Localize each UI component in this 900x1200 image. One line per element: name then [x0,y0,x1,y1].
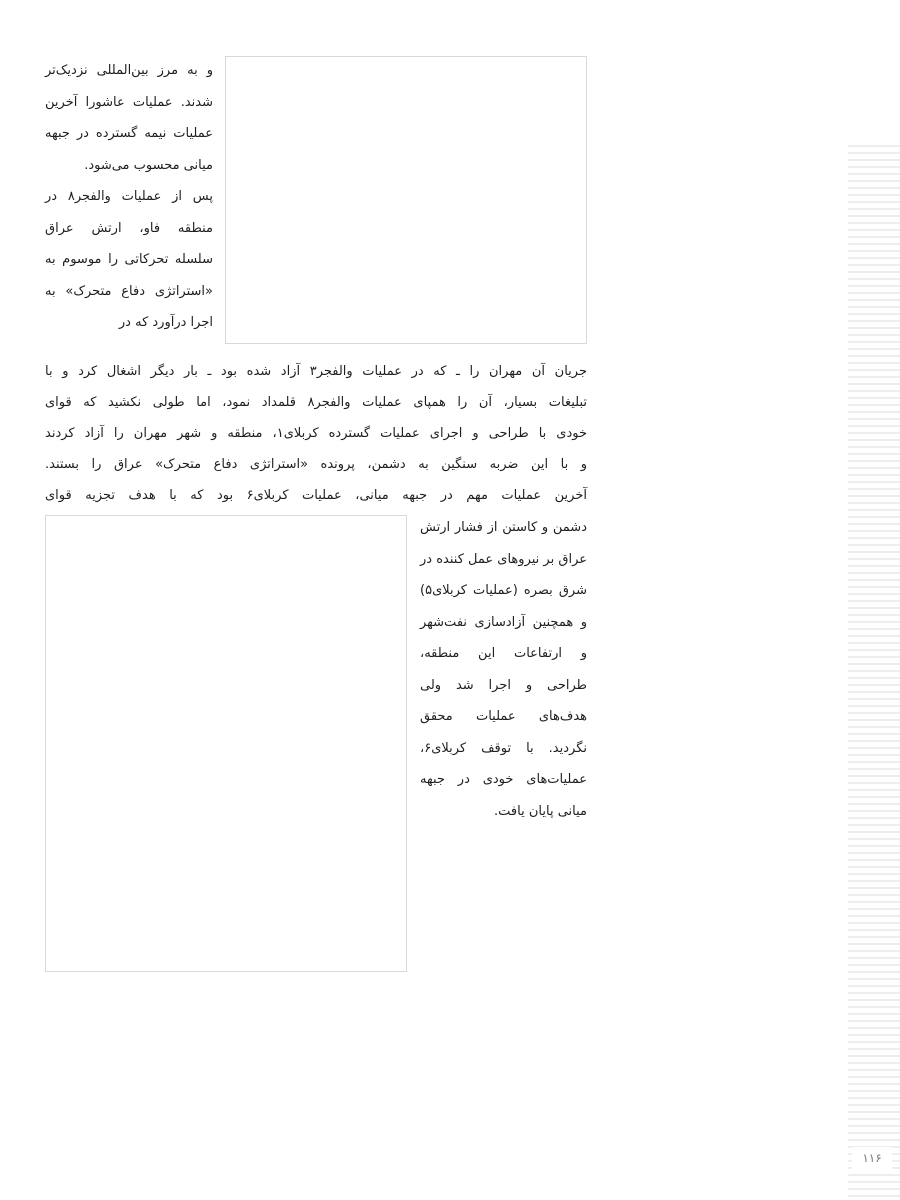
text-line: و با این ضربه سنگین به دشمن، پرونده «استراتژی دفاع متحرک» عراق را بستند. [45,457,587,472]
text-line: جریان آن مهران را ـ که در عملیات والفجر۳ آزاد شده بود ـ بار دیگر اشغال کرد و با [45,364,587,379]
paragraph-walfajr8: پس از عملیات والفجر۸ در منطقه فاو، ارتش عراق سلسله تحرکاتی را موسوم به «استراتژی دفاع متحرک» به اجرا درآورد که در [45,189,213,330]
text-column-bottom-right [420,512,587,827]
text-line: تبلیغات بسیار، آن را همپای عملیات والفجر۸ قلمداد نمود، اما طولی نکشید که قوای [45,395,587,410]
paragraph-karbala6: دشمن و کاستن از فشار ارتش عراق بر نیروهای عمل کننده در شرق بصره (عملیات کربلای۵) و همچنین آزادسازی نفت‌شهر و ارتفاعات این منطقه، طراحی و اجرا شد ولی هدف‌های عملیات محقق نگردید. با توقف کربلای۶، عملیات‌های خودی در جبهه میانی پایان یافت. [420,520,587,819]
page-number: ۱۱۶ [852,1147,892,1169]
text-line: آخرین عملیات مهم در جبهه میانی، عملیات کربلای۶ بود که با هدف تجزیه قوای [45,488,587,503]
text-column-top-right [45,55,213,339]
text-line: خودی با طراحی و اجرای عملیات گسترده کربلای۱، منطقه و شهر مهران را آزاد کردند [45,426,587,441]
image-placeholder-top [225,56,587,344]
decorative-side-strip [848,140,900,1200]
text-full-width [45,356,587,511]
image-placeholder-bottom [45,515,407,972]
paragraph-ashura: و به مرز بین‌المللی نزدیک‌تر شدند. عملیات عاشورا آخرین عملیات نیمه گسترده در جبهه میانی محسوب می‌شود. [45,63,213,173]
